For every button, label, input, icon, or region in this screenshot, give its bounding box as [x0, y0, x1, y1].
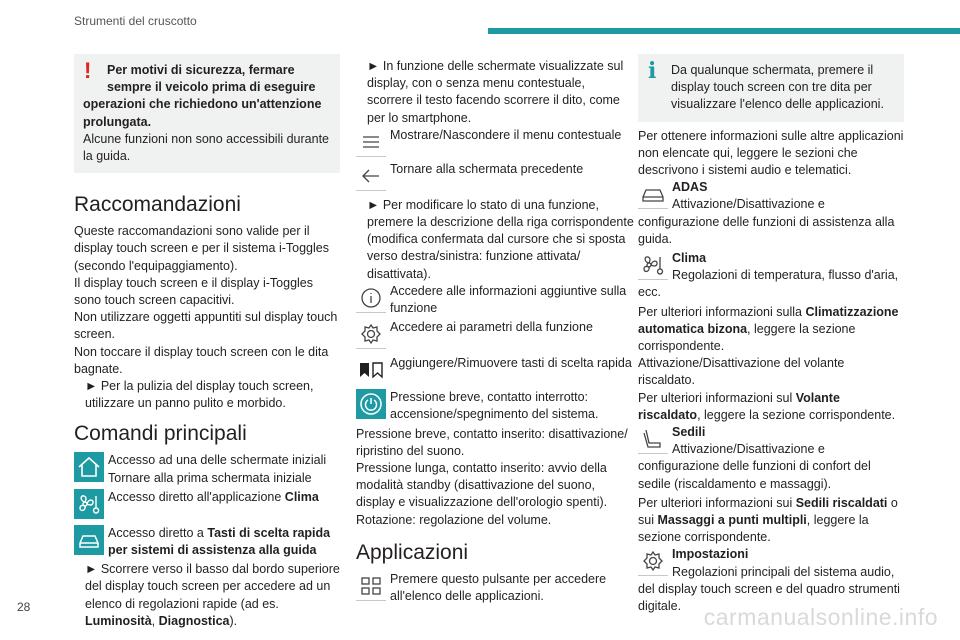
adas-title: ADAS	[672, 180, 708, 195]
clima-more: Per ulteriori informazioni sulla Climatizzazione automatica bizona, leggere la sezione corrispondente.	[638, 304, 899, 354]
section-title-raccomandazioni: Raccomandazioni	[74, 193, 241, 217]
safety-warning-box	[74, 54, 340, 173]
racc-paragraph-4: Non toccare il display touch screen con le dita bagnate.	[74, 344, 329, 376]
apps-grid-icon	[356, 571, 386, 601]
cmd-adas-row	[74, 525, 340, 559]
back-row	[356, 161, 634, 193]
info-note-text: Da qualunque schermata, premere il display touch screen con tre dita per visualizzare l'elenco delle applicazioni.	[671, 63, 884, 112]
info-i-icon: i	[648, 58, 657, 84]
bookmark-toggle-icon	[356, 355, 386, 385]
info-text: Accedere alle informazioni aggiuntive sulla funzione	[390, 283, 627, 316]
power-text-3: Pressione lunga, contatto inserito: avvio della modalità standby (disattivazione del suono, display e visualizzazione dell'orologio spenti).	[356, 461, 608, 510]
fan-temperature-outline-icon	[638, 250, 668, 280]
steer-more: Per ulteriori informazioni sul Volante riscaldato, leggere la sezione corrispondente.	[638, 390, 896, 422]
section-title-applicazioni: Applicazioni	[356, 540, 469, 564]
info-row	[356, 283, 634, 317]
power-button-icon	[356, 389, 386, 419]
seats-more: Per ulteriori informazioni sui Sedili riscaldati o sui Massaggi a punti multipli, leggere la sezione corrispondente.	[638, 495, 898, 545]
menu-row	[356, 127, 634, 159]
seat-icon	[638, 424, 668, 454]
warning-line-2: sempre il veicolo prima di eseguire	[107, 80, 316, 95]
power-row	[356, 389, 634, 423]
seats-row	[638, 424, 904, 493]
power-text-4: Rotazione: regolazione del volume.	[356, 512, 552, 527]
racc-paragraph-5: ► Per la pulizia del display touch screen, utilizzare un panno pulito e morbido.	[85, 379, 314, 411]
params-text: Accedere ai parametri della funzione	[390, 320, 593, 335]
warning-line-3: operazioni che richiedono un'attenzione prolungata.	[83, 97, 322, 129]
hamburger-menu-icon	[356, 127, 386, 157]
seats-desc: Attivazione/Disattivazione e configurazione delle funzioni di confort del sedile (riscaldamento e massaggi).	[638, 442, 871, 491]
menu-text: Mostrare/Nascondere il menu contestuale	[390, 127, 622, 142]
racc-paragraph-3: Non utilizzare oggetti appuntiti sul display touch screen.	[74, 310, 338, 342]
adas-desc: Attivazione/Disattivazione e configurazione delle funzioni di assistenza alla guida.	[638, 197, 895, 246]
cmd-home-text-1: Accesso ad una delle schermate iniziali	[108, 453, 327, 468]
gear-icon	[356, 319, 386, 349]
watermark: carmanualsonline.info	[703, 604, 938, 630]
page-number: 28	[17, 600, 31, 614]
cmd-swipe-paragraph: ► Scorrere verso il basso dal bordo superiore del display touch screen per accedere ad un elenco di regolazioni rapide (ad es. Luminosità, Diagnostica).	[85, 562, 340, 628]
modify-paragraph: ► Per modificare lo stato di una funzione, premere la descrizione della riga corrispondente (modifica confermata dal cursore che si sposta verso destra/sinistra: funzione attivata/ disattivata).	[367, 197, 634, 281]
cmd-home-text-2: Tornare alla prima schermata iniziale	[108, 470, 312, 485]
cmd-clima-text: Accesso diretto all'applicazione Clima	[108, 489, 319, 504]
car-outline-icon	[638, 179, 668, 209]
clima-row	[638, 250, 904, 302]
cmd-home-row	[74, 452, 340, 486]
cmd-clima-row	[74, 489, 340, 521]
car-icon	[74, 525, 104, 555]
racc-paragraph-1: Queste raccomandazioni sono valide per il display touch screen e per il sistema i-Toggles (secondo l'equipaggiamento).	[74, 224, 329, 273]
shortcut-row	[356, 355, 634, 387]
column-1	[74, 54, 340, 630]
apps-row	[356, 571, 634, 605]
cmd-adas-text: Accesso diretto a Tasti di scelta rapida per sistemi di assistenza alla guida	[108, 525, 331, 558]
back-text: Tornare alla schermata precedente	[390, 161, 584, 176]
section-title-comandi: Comandi principali	[74, 422, 247, 446]
settings-title: Impostazioni	[672, 547, 749, 562]
power-text-2: Pressione breve, contatto inserito: disattivazione/ ripristino del suono.	[356, 426, 628, 458]
settings-desc: Regolazioni principali del sistema audio, del display touch screen e del quadro strumenti digitale.	[638, 564, 900, 614]
running-header: Strumenti del cruscotto	[74, 14, 197, 28]
racc-paragraph-2: Il display touch screen e il display i-Toggles sono touch screen capacitivi.	[74, 275, 314, 308]
info-note-box	[638, 54, 904, 122]
column-2	[356, 58, 634, 607]
header-accent-bar	[488, 28, 960, 34]
warning-exclamation-icon: !	[84, 58, 92, 83]
steer-paragraph: Attivazione/Disattivazione del volante riscaldato.	[638, 356, 845, 388]
apps-text: Premere questo pulsante per accedere all'elenco delle applicazioni.	[390, 571, 607, 604]
home-icon	[74, 452, 104, 482]
shortcut-text: Aggiungere/Rimuovere tasti di scelta rapida	[390, 356, 632, 371]
warning-line-4: Alcune funzioni non sono accessibili durante la guida.	[83, 131, 329, 164]
apps-intro: Per ottenere informazioni sulle altre applicazioni non elencate qui, leggere le sezioni che descrivono i sistemi audio e telematici.	[638, 128, 904, 178]
params-row	[356, 319, 634, 351]
seats-title: Sedili	[672, 425, 706, 440]
power-text-1: Pressione breve, contatto interrotto: accensione/spegnimento del sistema.	[390, 390, 599, 422]
adas-row	[638, 179, 904, 248]
clima-desc: Regolazioni di temperatura, flusso d'aria, ecc.	[638, 268, 899, 300]
info-circle-icon	[356, 283, 386, 313]
clima-title: Clima	[672, 251, 707, 266]
warning-line-1: Per motivi di sicurezza, fermare	[107, 63, 295, 77]
back-arrow-icon	[356, 161, 386, 191]
settings-gear-icon	[638, 546, 668, 576]
scroll-paragraph: ► In funzione delle schermate visualizzate sul display, con o senza menu contestuale, scorrere il testo facendo scorrere il dito, come per lo smartphone.	[367, 59, 624, 125]
column-3	[638, 54, 904, 617]
fan-temperature-icon	[74, 489, 104, 519]
